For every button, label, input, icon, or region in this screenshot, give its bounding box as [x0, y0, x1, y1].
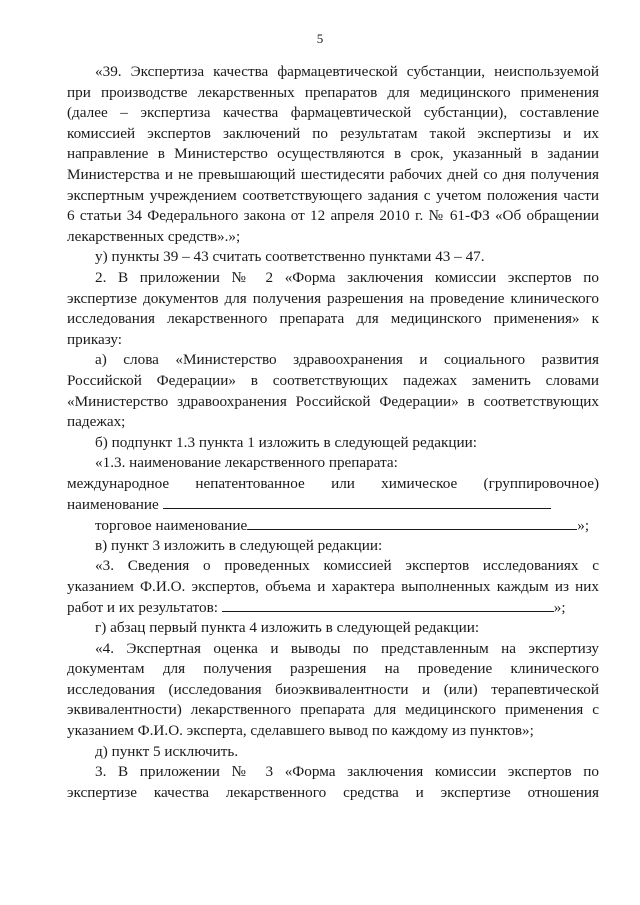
text-line: 6 статьи 34 Федерального закона от 12 апреля 2010 г. № 61-ФЗ «Об обращении	[67, 207, 599, 225]
text-line: у) пункты 39 – 43 считать соответственно пунктами 43 – 47.	[95, 248, 485, 266]
text-line: б) подпункт 1.3 пункта 1 изложить в следующей редакции:	[95, 433, 477, 451]
quote-close: »;	[577, 517, 590, 535]
trade-name-label: торговое наименование	[95, 517, 248, 535]
text-line: 2. В приложении № 2 «Форма заключения комиссии экспертов по	[95, 268, 599, 286]
inn-label: наименование	[67, 496, 159, 514]
text-line: экспертизе документов для получения разрешения на проведение клинического	[67, 289, 599, 307]
text-line: экспертизе качества лекарственного средства и экспертизе отношения	[67, 783, 599, 801]
text-line	[67, 494, 599, 515]
text-line	[67, 515, 599, 536]
text-line: Российской Федерации» в соответствующих падежах заменить словами	[67, 371, 599, 389]
text-line: лекарственных средств».»;	[67, 227, 241, 245]
text-line: (далее – экспертиза качества фармацевтической субстанции), составление	[67, 104, 599, 122]
text-line: комиссией экспертов заключений по результатам такой экспертизы и их	[67, 124, 599, 142]
text-line: при производстве лекарственных препаратов для медицинского применения	[67, 83, 599, 101]
text-line: исследования (исследования биоэквивалентности и (или) терапевтической	[67, 680, 599, 698]
document-body	[67, 62, 599, 803]
text-line: указанием Ф.И.О. эксперта, сделавшего вывод по каждому из пунктов»;	[67, 722, 534, 739]
works-results-label: работ и их результатов:	[67, 599, 218, 617]
text-line: документам для получения разрешения на проведение клинического	[67, 660, 599, 678]
text-line: «4. Экспертная оценка и выводы по представленным на экспертизу	[95, 639, 599, 657]
text-line: приказу:	[67, 330, 123, 348]
inn-blank-line	[163, 494, 551, 509]
text-line: направление в Министерство осуществляются в срок, указанный в задании	[67, 145, 599, 163]
text-line	[67, 597, 599, 618]
text-line: в) пункт 3 изложить в следующей редакции:	[95, 536, 383, 554]
text-line: «1.3. наименование лекарственного препарата:	[95, 454, 398, 472]
text-line: г) абзац первый пункта 4 изложить в следующей редакции:	[95, 619, 480, 637]
text-line: д) пункт 5 исключить.	[95, 742, 239, 760]
works-results-blank-line	[222, 597, 554, 612]
trade-name-blank-line	[247, 515, 577, 530]
text-line: исследования лекарственного препарата для медицинского применения» к	[67, 310, 599, 328]
text-line: «39. Экспертиза качества фармацевтической субстанции, неиспользуемой	[95, 63, 599, 80]
text-line: международное непатентованное или химическое (группировочное)	[67, 474, 599, 492]
quote-close: »;	[553, 599, 566, 617]
page-number: 5	[316, 31, 324, 46]
text-line: «3. Сведения о проведенных комиссией экспертов исследованиях с	[95, 557, 599, 575]
text-line: указанием Ф.И.О. экспертов, объема и характера выполненных каждым из них	[67, 577, 599, 595]
text-line: а) слова «Министерство здравоохранения и социального развития	[95, 351, 599, 369]
text-line: эквивалентности) лекарственного препарата для медицинского применения с	[67, 701, 599, 719]
text-line: «Министерство здравоохранения Российской Федерации» в соответствующих	[67, 392, 599, 410]
text-line: 3. В приложении № 3 «Форма заключения комиссии экспертов по	[95, 763, 599, 781]
text-line: Министерства и не превышающий шестидесяти рабочих дней со дня получения	[67, 165, 599, 183]
text-line: экспертным учреждением соответствующего задания с учетом положения части	[67, 186, 599, 204]
text-line: падежах;	[67, 413, 126, 431]
